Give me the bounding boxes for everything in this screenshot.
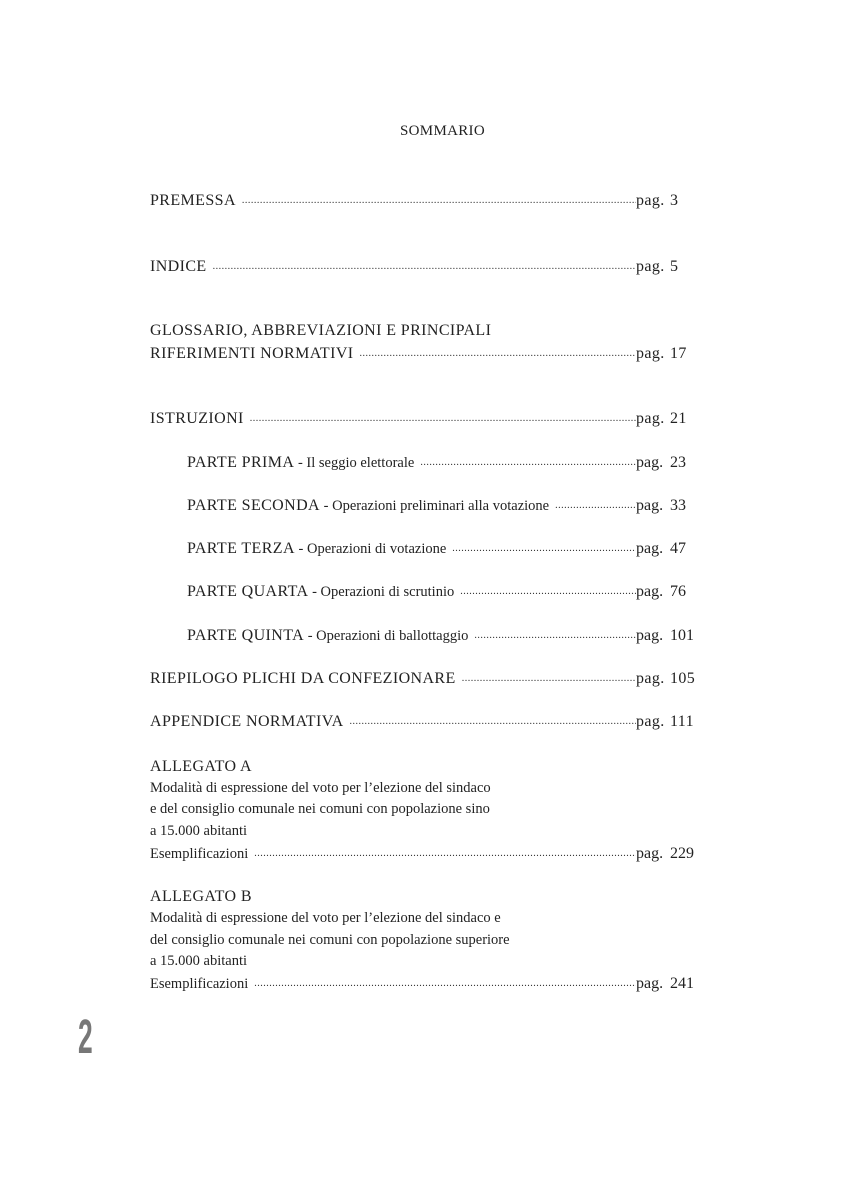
pag-label: pag.	[636, 540, 664, 557]
allegato-a-description: Modalità di espressione del voto per l’elezione del sindaco	[150, 780, 491, 796]
dot-leader	[555, 495, 636, 517]
dot-leader	[254, 843, 636, 865]
dot-leader	[360, 343, 636, 365]
toc-entry-riepilogo[interactable]	[150, 668, 710, 690]
toc-label: ISTRUZIONI	[150, 410, 244, 427]
toc-label: INDICE	[150, 258, 207, 275]
dot-leader	[460, 581, 636, 603]
toc-entry-indice[interactable]	[150, 256, 710, 278]
toc-entry-istruzioni[interactable]	[150, 408, 710, 430]
toc-label-rest: - Operazioni preliminari alla votazione	[320, 498, 550, 514]
page-ref: 17	[670, 345, 687, 362]
toc-entry-parte-quarta[interactable]	[187, 581, 710, 603]
toc-entry-parte-terza[interactable]	[187, 538, 710, 560]
pag-label: pag.	[636, 345, 665, 362]
page-ref: 47	[670, 540, 686, 557]
allegato-b-description: Modalità di espressione del voto per l’elezione del sindaco e	[150, 910, 501, 926]
toc-entry-parte-quinta[interactable]	[187, 625, 710, 647]
page-ref: 23	[670, 454, 686, 471]
page-ref: 21	[670, 410, 687, 427]
allegato-a-description: a 15.000 abitanti	[150, 823, 248, 839]
toc-label: PREMESSA	[150, 192, 236, 209]
page-ref: 33	[670, 497, 686, 514]
toc-label-rest: - Operazioni di ballottaggio	[304, 628, 469, 644]
pag-label: pag.	[636, 583, 664, 600]
toc-entry-parte-prima[interactable]	[187, 452, 710, 474]
toc-label-caps: PARTE QUINTA	[187, 627, 305, 644]
page-ref: 3	[670, 192, 679, 209]
toc-entry-premessa[interactable]	[150, 190, 710, 212]
pag-label: pag.	[636, 497, 664, 514]
toc-label-caps: PARTE PRIMA	[187, 454, 295, 471]
pag-label: pag.	[636, 410, 665, 427]
toc-label: Esemplificazioni	[150, 846, 249, 862]
dot-leader	[254, 973, 636, 995]
toc-entry-parte-seconda[interactable]	[187, 495, 710, 517]
toc-label: RIFERIMENTI NORMATIVI	[150, 345, 354, 362]
toc-entry-appendice[interactable]	[150, 711, 710, 733]
toc-entry-allegato-b[interactable]	[150, 973, 710, 995]
allegato-b-heading: ALLEGATO B	[150, 888, 252, 905]
dot-leader	[250, 408, 636, 430]
pag-label: pag.	[636, 627, 664, 644]
page-ref: 76	[670, 583, 686, 600]
allegato-a-heading: ALLEGATO A	[150, 758, 252, 775]
dot-leader	[420, 452, 636, 474]
dot-leader	[474, 625, 636, 647]
pag-label: pag.	[636, 192, 665, 209]
dot-leader	[452, 538, 636, 560]
toc-entry-allegato-a[interactable]	[150, 843, 710, 865]
dot-leader	[242, 190, 636, 212]
dot-leader	[350, 711, 636, 733]
toc-label-rest: - Operazioni di votazione	[294, 541, 447, 557]
toc-entry-glossario[interactable]	[150, 343, 710, 365]
toc-label-caps: PARTE QUARTA	[187, 583, 309, 600]
dot-leader	[462, 668, 636, 690]
allegato-b-description: a 15.000 abitanti	[150, 953, 248, 969]
toc-label: APPENDICE NORMATIVA	[150, 713, 344, 730]
toc-label: RIEPILOGO PLICHI DA CONFEZIONARE	[150, 670, 456, 687]
toc-label-caps: PARTE SECONDA	[187, 497, 321, 514]
dot-leader	[213, 256, 636, 278]
pag-label: pag.	[636, 670, 665, 687]
page-ref: 5	[670, 258, 679, 275]
page-ref: 105	[670, 670, 696, 687]
toc-label-line: GLOSSARIO, ABBREVIAZIONI E PRINCIPALI	[150, 322, 492, 339]
page-number: 2	[78, 1011, 93, 1064]
pag-label: pag.	[636, 454, 664, 471]
page-ref: 241	[670, 975, 694, 992]
toc-label-caps: PARTE TERZA	[187, 540, 295, 557]
toc-label-rest: - Operazioni di scrutinio	[308, 584, 455, 600]
toc-label-rest: - Il seggio elettorale	[294, 455, 415, 471]
toc-label: Esemplificazioni	[150, 976, 249, 992]
page-title: SOMMARIO	[400, 123, 485, 139]
pag-label: pag.	[636, 845, 664, 862]
allegato-b-description: del consiglio comunale nei comuni con popolazione superiore	[150, 932, 510, 948]
allegato-a-description: e del consiglio comunale nei comuni con popolazione sino	[150, 801, 490, 817]
page-ref: 101	[670, 627, 694, 644]
pag-label: pag.	[636, 258, 665, 275]
pag-label: pag.	[636, 975, 664, 992]
page-ref: 229	[670, 845, 694, 862]
page-ref: 111	[670, 713, 695, 730]
pag-label: pag.	[636, 713, 665, 730]
